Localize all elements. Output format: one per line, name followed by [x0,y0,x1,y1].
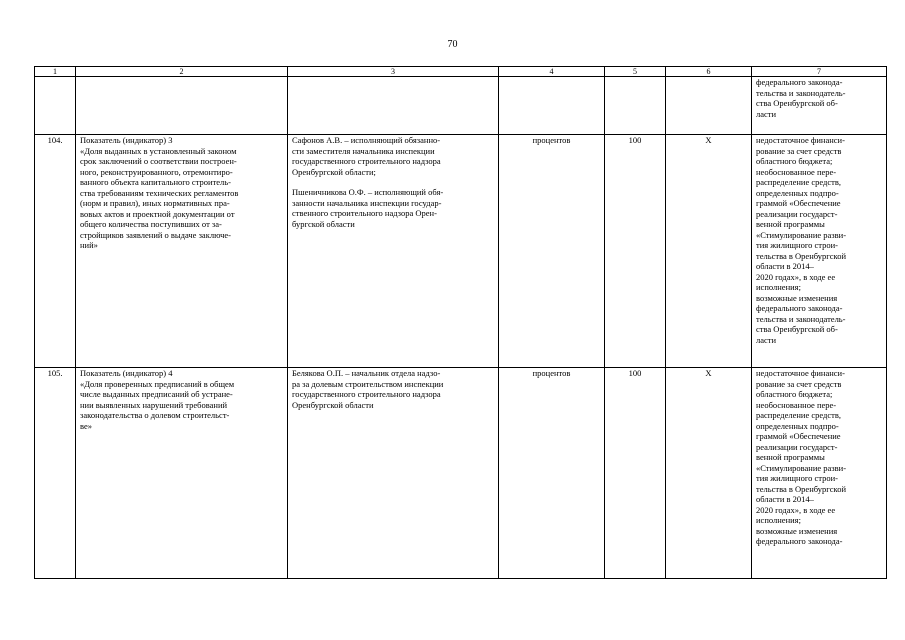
row-number: 105. [35,368,76,579]
responsible-person: Белякова О.П. – начальник отдела надзо- ра за долевым строительством инспекции государственного строительного надзора Оренбургской области [292,368,444,410]
cell-empty [666,77,752,135]
column-header: 6 [666,67,752,77]
risks-cell: недостаточное финанси- рование за счет средств областного бюджета; необоснованное пере- распределение средств, определенных подпро- граммой «Обеспечение реализации государст- венной программы «Стимулирование разви- тия жилищного строи- тельства в Оренбургской области в 2014– 2020 годах», в ходе ее исполнения; возможные изменения федерального законода- тельства и законодатель- ства Оренбургской об- ласти [752,135,887,368]
table-row [35,135,887,368]
column-header: 3 [288,67,499,77]
column-header: 1 [35,67,76,77]
table-row [35,368,887,579]
indicator-cell [76,368,288,579]
risks-text: недостаточное финанси- рование за счет средств областного бюджета; необоснованное пере- распределение средств, определенных подпро- граммой «Обеспечение реализации государст- венной программы «Стимулирование разви- тия жилищного строи- тельства в Оренбургской области в 2014– 2020 годах», в ходе ее исполнения; возможные изменения федерального законода- [756,368,847,546]
table-header-row [35,67,887,77]
mark-cell: Х [666,135,752,368]
spacer [292,177,494,187]
responsible-cell [288,135,499,368]
indicator-cell [76,135,288,368]
table-row-continued [35,77,887,135]
indicator-title: Показатель (индикатор) 3 [80,135,173,145]
risks-cell [752,368,887,579]
column-header: 7 [752,67,887,77]
unit-cell: процентов [499,368,605,579]
cell-empty [605,77,666,135]
risks-cell: федерального законода- тельства и законодатель- ства Оренбургской об- ласти [752,77,887,135]
indicator-title: Показатель (индикатор) 4 [80,368,173,378]
column-header: 4 [499,67,605,77]
column-header: 2 [76,67,288,77]
column-header: 5 [605,67,666,77]
page-number: 70 [447,39,458,50]
indicators-table [34,66,887,579]
responsible-person: Пшеничникова О.Ф. – исполняющий обя- занности начальника инспекции государ- ственного строительного надзора Орен- бургской области [292,187,444,229]
cell-empty [288,77,499,135]
responsible-person: Сафонов А.В. – исполняющий обязанно- сти заместителя начальника инспекции государственного строительного надзора Оренбургской области; [292,135,441,177]
row-number: 104. [35,135,76,368]
cell-empty [35,77,76,135]
cell-empty [499,77,605,135]
mark-cell: Х [666,368,752,579]
responsible-cell [288,368,499,579]
value-cell: 100 [605,368,666,579]
cell-empty [76,77,288,135]
indicator-text: «Доля выданных в установленный законом срок заключений о соответствии построен- ного, реконструированного, отремонтиро- ванного объекта капитального строитель- ства требованиям технических регламентов (норм и правил), иных нормативных пра- вовых актов и проектной документации от общего количества поступивших от за- стройщиков заявлений о выдаче заключе- ний» [80,145,239,250]
indicator-text: «Доля проверенных предписаний в общем числе выданных предписаний об устране- нии выявленных нарушений требований законодательства о долевом строительст- ве» [80,378,235,431]
unit-cell: процентов [499,135,605,368]
value-cell: 100 [605,135,666,368]
